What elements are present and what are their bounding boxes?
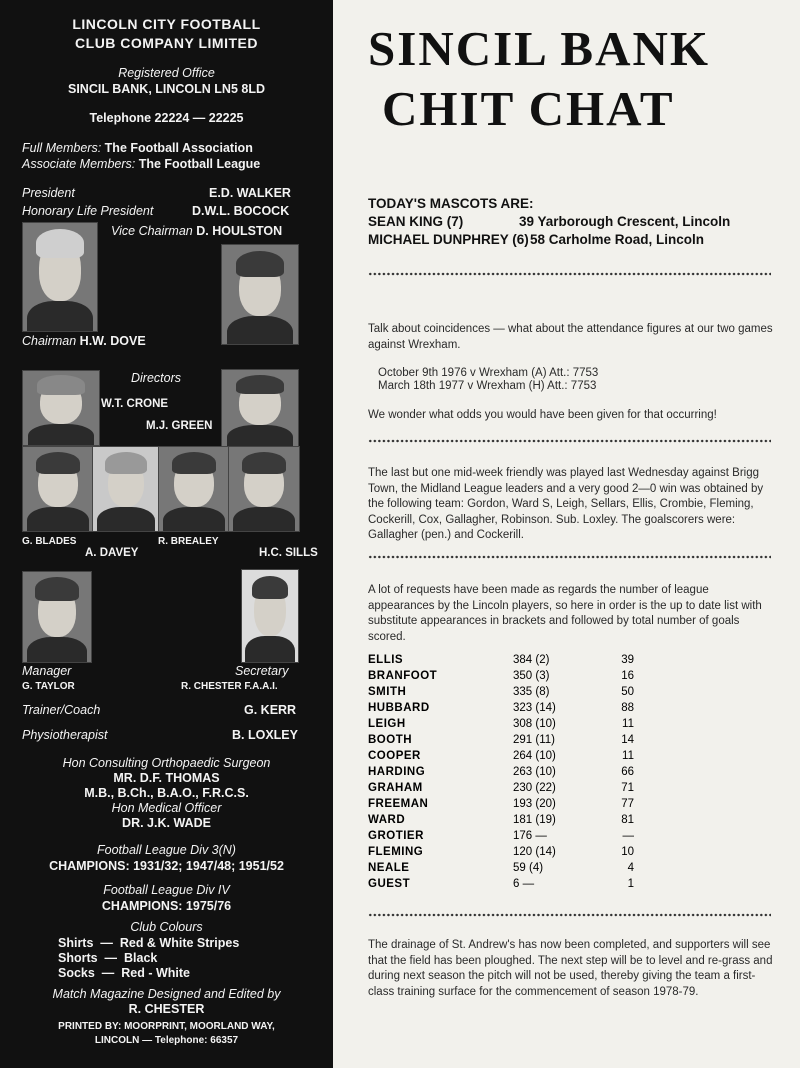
player-name: COOPER xyxy=(368,750,421,762)
player-appearances: 176 — xyxy=(513,830,547,842)
director-brealey-name: R. BREALEY xyxy=(158,536,219,547)
player-appearances: 120 (14) xyxy=(513,846,556,858)
president-name: E.D. WALKER xyxy=(209,186,291,200)
vice-chairman-photo xyxy=(221,244,299,345)
player-name: WARD xyxy=(368,814,406,826)
player-appearances: 230 (22) xyxy=(513,782,556,794)
player-appearances: 193 (20) xyxy=(513,798,556,810)
drainage-report: The drainage of St. Andrew's has now been completed, and supporters will see that the field has been ploughed. The next step will be to level and re-grass and during next season the pitch will not be used, thereby giving the team a first-class training surface for the commencement of season 1978-79. xyxy=(368,939,773,998)
div3-champions: CHAMPIONS: 1931/32; 1947/48; 1951/52 xyxy=(49,859,284,873)
player-goals: — xyxy=(622,830,634,842)
director-brealey-photo xyxy=(158,446,230,532)
director-crone-name: W.T. CRONE xyxy=(101,398,169,410)
player-appearances: 6 — xyxy=(513,878,535,890)
player-goals: 50 xyxy=(621,686,634,698)
director-sills-photo xyxy=(228,446,300,532)
player-goals: 66 xyxy=(621,766,634,778)
player-name: LEIGH xyxy=(368,718,406,730)
player-goals: 71 xyxy=(621,782,634,794)
surgeon-label: Hon Consulting Orthopaedic Surgeon xyxy=(62,756,271,770)
coincidence-outro: We wonder what odds you would have been given for that occurring! xyxy=(368,409,717,421)
player-name: ELLIS xyxy=(368,654,404,666)
div4-champions: CHAMPIONS: 1975/76 xyxy=(101,899,232,913)
player-appearances: 291 (11) xyxy=(513,734,555,746)
page-title-line2: CHIT CHAT xyxy=(382,81,675,136)
divider xyxy=(368,554,771,560)
full-members: Full Members: The Football Association xyxy=(22,141,253,155)
player-name: NEALE xyxy=(368,862,410,874)
manager-label: Manager xyxy=(22,664,72,678)
director-green-name: M.J. GREEN xyxy=(146,420,213,432)
club-address: SINCIL BANK, LINCOLN LN5 8LD xyxy=(68,82,265,96)
coincidence-game1: October 9th 1976 v Wrexham (A) Att.: 7753 xyxy=(378,367,599,379)
player-name: SMITH xyxy=(368,686,407,698)
player-appearances: 59 (4) xyxy=(513,862,544,874)
coincidence-intro: Talk about coincidences — what about the attendance figures at our two games against Wrexham. xyxy=(368,323,773,351)
player-goals: 10 xyxy=(621,846,634,858)
player-appearances: 264 (10) xyxy=(513,750,556,762)
manager-photo xyxy=(22,571,92,663)
player-goals: 11 xyxy=(622,750,634,762)
secretary-label: Secretary xyxy=(235,664,289,678)
divider xyxy=(368,438,771,444)
player-goals: 14 xyxy=(621,734,634,746)
club-name-line1: LINCOLN CITY FOOTBALL xyxy=(72,16,261,32)
page-title-line1: SINCIL BANK xyxy=(368,21,710,76)
associate-members: Associate Members: The Football League xyxy=(22,157,261,171)
player-name: GROTIER xyxy=(368,830,424,842)
player-appearances: 335 (8) xyxy=(513,686,550,698)
honorary-name: D.W.L. BOCOCK xyxy=(192,204,290,218)
chairman: Chairman H.W. DOVE xyxy=(22,334,146,348)
div4-label: Football League Div IV xyxy=(103,883,230,897)
player-goals: 88 xyxy=(621,702,634,714)
magazine-credit-label: Match Magazine Designed and Edited by xyxy=(52,987,281,1001)
mascot-sean-address: 39 Yarborough Crescent, Lincoln xyxy=(519,214,731,229)
registered-office-label: Registered Office xyxy=(118,66,215,80)
medical-officer-name: DR. J.K. WADE xyxy=(122,816,211,830)
player-goals: 11 xyxy=(622,718,634,730)
appearances-intro: A lot of requests have been made as regards the number of league appearances by the Lincoln players, so here in order is the up to date list with substitute appearances in brackets and followed by total number of goals scored. xyxy=(368,584,762,643)
mascot-michael-name: MICHAEL DUNPHREY (6) xyxy=(368,232,529,247)
player-name: HARDING xyxy=(368,766,426,778)
printer-line1: PRINTED BY: MOORPRINT, MOORLAND WAY, xyxy=(58,1021,275,1032)
player-name: BRANFOOT xyxy=(368,670,438,682)
player-appearances: 181 (19) xyxy=(513,814,556,826)
player-appearances: 384 (2) xyxy=(513,654,550,666)
editor-name: R. CHESTER xyxy=(128,1002,205,1016)
directors-label: Directors xyxy=(131,371,182,385)
mascot-sean-name: SEAN KING (7) xyxy=(368,214,464,229)
mascots-heading: TODAY'S MASCOTS ARE: xyxy=(368,196,534,211)
secretary-photo xyxy=(241,569,299,663)
player-goals: 1 xyxy=(627,878,634,890)
player-goals: 39 xyxy=(621,654,634,666)
director-green-photo xyxy=(221,369,299,447)
director-blades-name: G. BLADES xyxy=(22,536,77,547)
manager-name: G. TAYLOR xyxy=(22,681,75,692)
club-telephone: Telephone 22224 — 22225 xyxy=(89,111,244,125)
director-sills-name: H.C. SILLS xyxy=(259,547,318,559)
player-name: FREEMAN xyxy=(368,798,429,810)
surgeon-name: MR. D.F. THOMAS xyxy=(113,771,220,785)
colours-shorts: Shorts — Black xyxy=(58,951,158,965)
player-appearances: 308 (10) xyxy=(513,718,556,730)
physio-name: B. LOXLEY xyxy=(232,728,298,742)
director-davey-photo xyxy=(92,446,160,532)
director-davey-name: A. DAVEY xyxy=(85,547,139,559)
vice-chairman: Vice Chairman D. HOULSTON xyxy=(111,224,283,238)
president-label: President xyxy=(22,186,75,200)
club-info-panel xyxy=(0,0,333,1068)
player-name: FLEMING xyxy=(368,846,424,858)
club-colours-label: Club Colours xyxy=(130,920,203,934)
medical-officer-label: Hon Medical Officer xyxy=(111,801,222,815)
honorary-label: Honorary Life President xyxy=(22,204,154,218)
player-name: BOOTH xyxy=(368,734,413,746)
trainer-label: Trainer/Coach xyxy=(22,703,101,717)
div3-label: Football League Div 3(N) xyxy=(97,843,236,857)
colours-socks: Socks — Red - White xyxy=(58,966,190,980)
director-crone-photo xyxy=(22,370,100,446)
trainer-name: G. KERR xyxy=(244,703,297,717)
mascot-michael-address: 58 Carholme Road, Lincoln xyxy=(530,232,705,247)
player-appearances: 323 (14) xyxy=(513,702,556,714)
player-name: GUEST xyxy=(368,878,411,890)
coincidence-game2: March 18th 1977 v Wrexham (H) Att.: 7753 xyxy=(378,380,597,392)
surgeon-qualifications: M.B., B.Ch., B.A.O., F.R.C.S. xyxy=(84,786,249,800)
player-name: GRAHAM xyxy=(368,782,423,794)
divider xyxy=(368,271,771,277)
player-goals: 77 xyxy=(621,798,634,810)
chairman-photo xyxy=(22,222,98,332)
player-goals: 81 xyxy=(621,814,634,826)
physio-label: Physiotherapist xyxy=(22,728,108,742)
player-appearances: 350 (3) xyxy=(513,670,550,682)
printer-line2: LINCOLN — Telephone: 66357 xyxy=(94,1035,239,1046)
player-goals: 16 xyxy=(621,670,634,682)
player-name: HUBBARD xyxy=(368,702,430,714)
club-name-line2: CLUB COMPANY LIMITED xyxy=(75,35,258,51)
player-appearances: 263 (10) xyxy=(513,766,556,778)
friendly-report: The last but one mid-week friendly was played last Wednesday against Brigg Town, the Midland League leaders and a very good 2—0 win was obtained by the following team: Gordon, Ward S, Leigh, Sellars, Ellis, Crombie, Fleming, Cockerill, Cox, Gallagher, Robinson. Sub. Loxley. The goalscorers were: Gallagher (pen.) and Cockerill. xyxy=(368,467,764,541)
player-goals: 4 xyxy=(627,862,634,874)
colours-shirts: Shirts — Red & White Stripes xyxy=(58,936,240,950)
director-blades-photo xyxy=(22,446,94,532)
divider xyxy=(368,912,771,918)
secretary-name: R. CHESTER F.A.A.I. xyxy=(181,681,278,692)
